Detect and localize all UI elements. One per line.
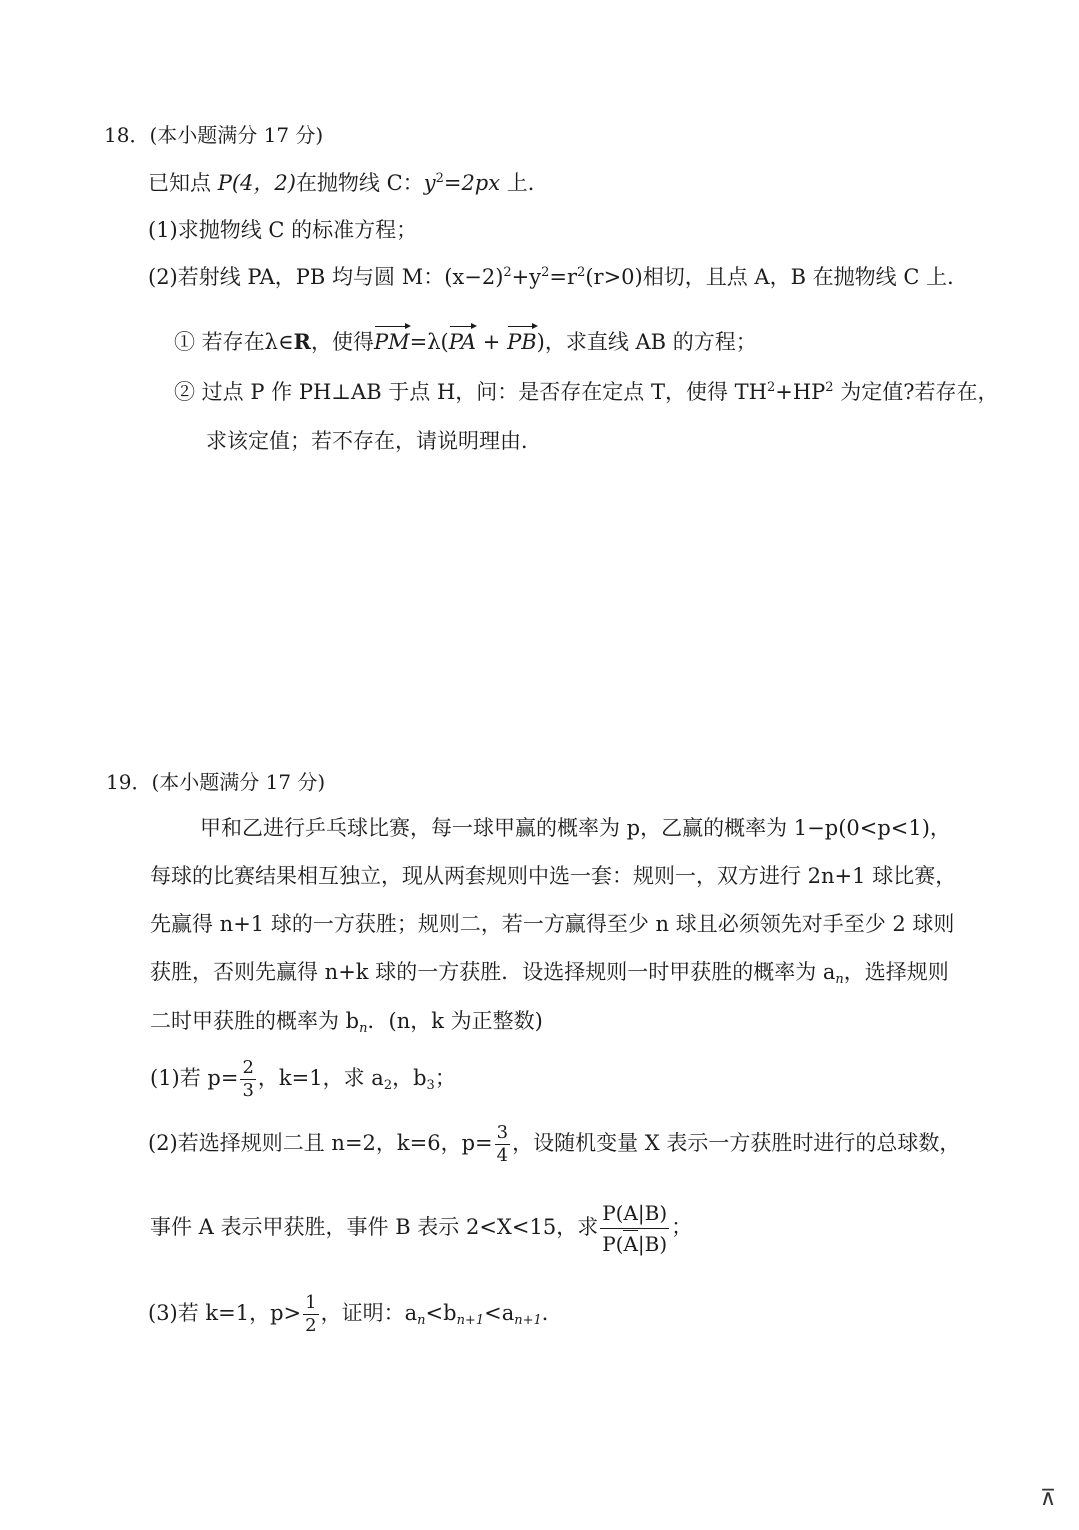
q18-sup: 2	[435, 171, 444, 186]
q19-para-line5	[150, 1008, 543, 1034]
q19-sub: n+1	[514, 1313, 542, 1328]
q19-para-line2: 每球的比赛结果相互独立，现从两套规则中选一套：规则一，双方进行 2n+1 球比赛，	[150, 864, 957, 888]
q18-part2-text: =r	[549, 265, 578, 289]
q18-part2-text: (2)若射线 PA，PB 均与圆 M：(x−2)	[148, 265, 504, 289]
q19-sub: n+1	[456, 1313, 485, 1328]
q19-para-text: 二时甲获胜的概率为 b	[150, 1009, 360, 1033]
q18-sub1-text: =λ(	[409, 330, 449, 354]
vector-pa: PA	[448, 330, 477, 354]
q19-part2-text: (2)若选择规则二且 n=2，k=6，p=	[148, 1131, 493, 1155]
q19-sub: 2	[383, 1078, 393, 1093]
q18-point-p: P(4，2)	[217, 171, 296, 195]
q18-intro-text: 在抛物线 C：	[295, 171, 424, 195]
real-set-symbol: R	[293, 329, 311, 354]
complement-a: A	[623, 1232, 638, 1256]
q18-header	[104, 122, 323, 148]
q19-sub: n	[359, 1021, 368, 1036]
q19-points: (本小题满分 17 分)	[151, 770, 326, 794]
q19-part3-text: (3)若 k=1，p>	[148, 1301, 302, 1325]
q18-sup: 2	[766, 380, 776, 395]
fraction-three-quarters	[495, 1122, 510, 1167]
corner-mark-icon: ⊼	[1040, 1486, 1057, 1511]
fraction-denominator	[600, 1229, 669, 1259]
q18-sub1	[174, 329, 757, 355]
q19-para-text: ，选择规则	[843, 960, 949, 984]
q19-para-line4	[150, 959, 949, 985]
q19-sub: n	[417, 1313, 426, 1328]
q18-sup: 2	[825, 380, 834, 395]
q19-sub: n	[835, 972, 844, 987]
q18-sub2	[174, 379, 999, 405]
q18-part2-text: (r>0)相切，且点 A，B 在抛物线 C 上．	[585, 265, 969, 289]
q19-sub: 3	[426, 1078, 435, 1093]
q18-part1: (1)求抛物线 C 的标准方程；	[148, 218, 418, 242]
fraction-conditional-probability	[600, 1198, 669, 1259]
q18-sup: 2	[577, 265, 586, 280]
fraction-denominator: 4	[496, 1145, 509, 1166]
q18-eq-rhs: =2px	[443, 171, 501, 195]
q18-sub1-text: ① 若存在λ∈	[174, 330, 294, 354]
q19-part3-text: ，证明：a	[320, 1301, 418, 1325]
q18-part2	[148, 264, 968, 290]
q19-part1-text: ，k=1，求 a	[257, 1066, 384, 1090]
q18-sub2-text: +HP	[775, 380, 826, 404]
q18-sub2-text: ② 过点 P 作 PH⊥AB 于点 H，问：是否存在定点 T，使得 TH	[174, 380, 767, 404]
q19-para-text: 获胜，否则先赢得 n+k 球的一方获胜．设选择规则一时甲获胜的概率为 a	[150, 960, 836, 984]
fraction-denominator: 2	[305, 1315, 317, 1336]
q19-part3	[148, 1290, 563, 1337]
q18-sub2-text: 为定值?若存在，	[833, 380, 999, 404]
q19-number: 19．	[106, 770, 152, 794]
q18-eq-y: y	[423, 171, 436, 195]
q19-part1	[150, 1055, 456, 1102]
q19-para-line3: 先赢得 n+1 球的一方获胜；规则二，若一方赢得至少 n 球且必须领先对手至少 2 球则	[150, 912, 955, 936]
fraction-denominator-text: |B)	[637, 1232, 668, 1256]
fraction-two-thirds	[240, 1057, 255, 1102]
q19-para-text: ．(n，k 为正整数)	[367, 1009, 543, 1033]
q18-points: (本小题满分 17 分)	[149, 123, 324, 147]
q19-part1-text: (1)若 p=	[150, 1066, 239, 1090]
q19-part2-text: ；	[671, 1215, 693, 1239]
q19-part2-text: 事件 A 表示甲获胜，事件 B 表示 2<X<15，求	[150, 1215, 599, 1239]
q18-intro-text: 上．	[500, 171, 549, 195]
fraction-numerator: P(A|B)	[600, 1198, 669, 1229]
fraction-one-half	[303, 1292, 318, 1337]
q18-sub1-text: )，求直线 AB 的方程；	[536, 330, 757, 354]
fraction-numerator: 2	[242, 1057, 254, 1078]
q19-header	[106, 769, 325, 795]
q18-number: 18．	[104, 123, 150, 147]
q19-part2-cont	[150, 1194, 692, 1260]
q19-part3-text: <b	[425, 1301, 457, 1325]
q18-intro-text: 已知点	[148, 171, 218, 195]
q18-sup: 2	[503, 265, 512, 280]
q18-sub2-cont: 求该定值；若不存在，请说明理由．	[206, 429, 542, 453]
q19-para-line1: 甲和乙进行乒乓球比赛，每一球甲赢的概率为 p，乙赢的概率为 1−p(0<p<1)，	[200, 816, 951, 840]
q19-part3-text: ．	[541, 1301, 563, 1325]
q19-part1-text: ；	[434, 1066, 456, 1090]
vector-pm: PM	[373, 330, 410, 354]
q18-sub1-text: +	[476, 330, 508, 354]
q19-part3-text: <a	[484, 1301, 515, 1325]
vector-pb: PB	[507, 330, 537, 354]
fraction-denominator: 3	[242, 1080, 254, 1101]
q18-sub1-text: ，使得	[310, 330, 374, 354]
q18-intro	[148, 170, 549, 196]
q18-sup: 2	[541, 265, 550, 280]
q19-part2-text: ，设随机变量 X 表示一方获胜时进行的总球数，	[512, 1131, 961, 1155]
fraction-numerator: 1	[305, 1292, 317, 1313]
fraction-denominator-text: P(	[602, 1232, 624, 1256]
q18-part2-text: +y	[511, 265, 542, 289]
q19-part2	[148, 1120, 960, 1167]
fraction-numerator: 3	[496, 1122, 509, 1143]
q19-part1-text: ，b	[392, 1066, 427, 1090]
